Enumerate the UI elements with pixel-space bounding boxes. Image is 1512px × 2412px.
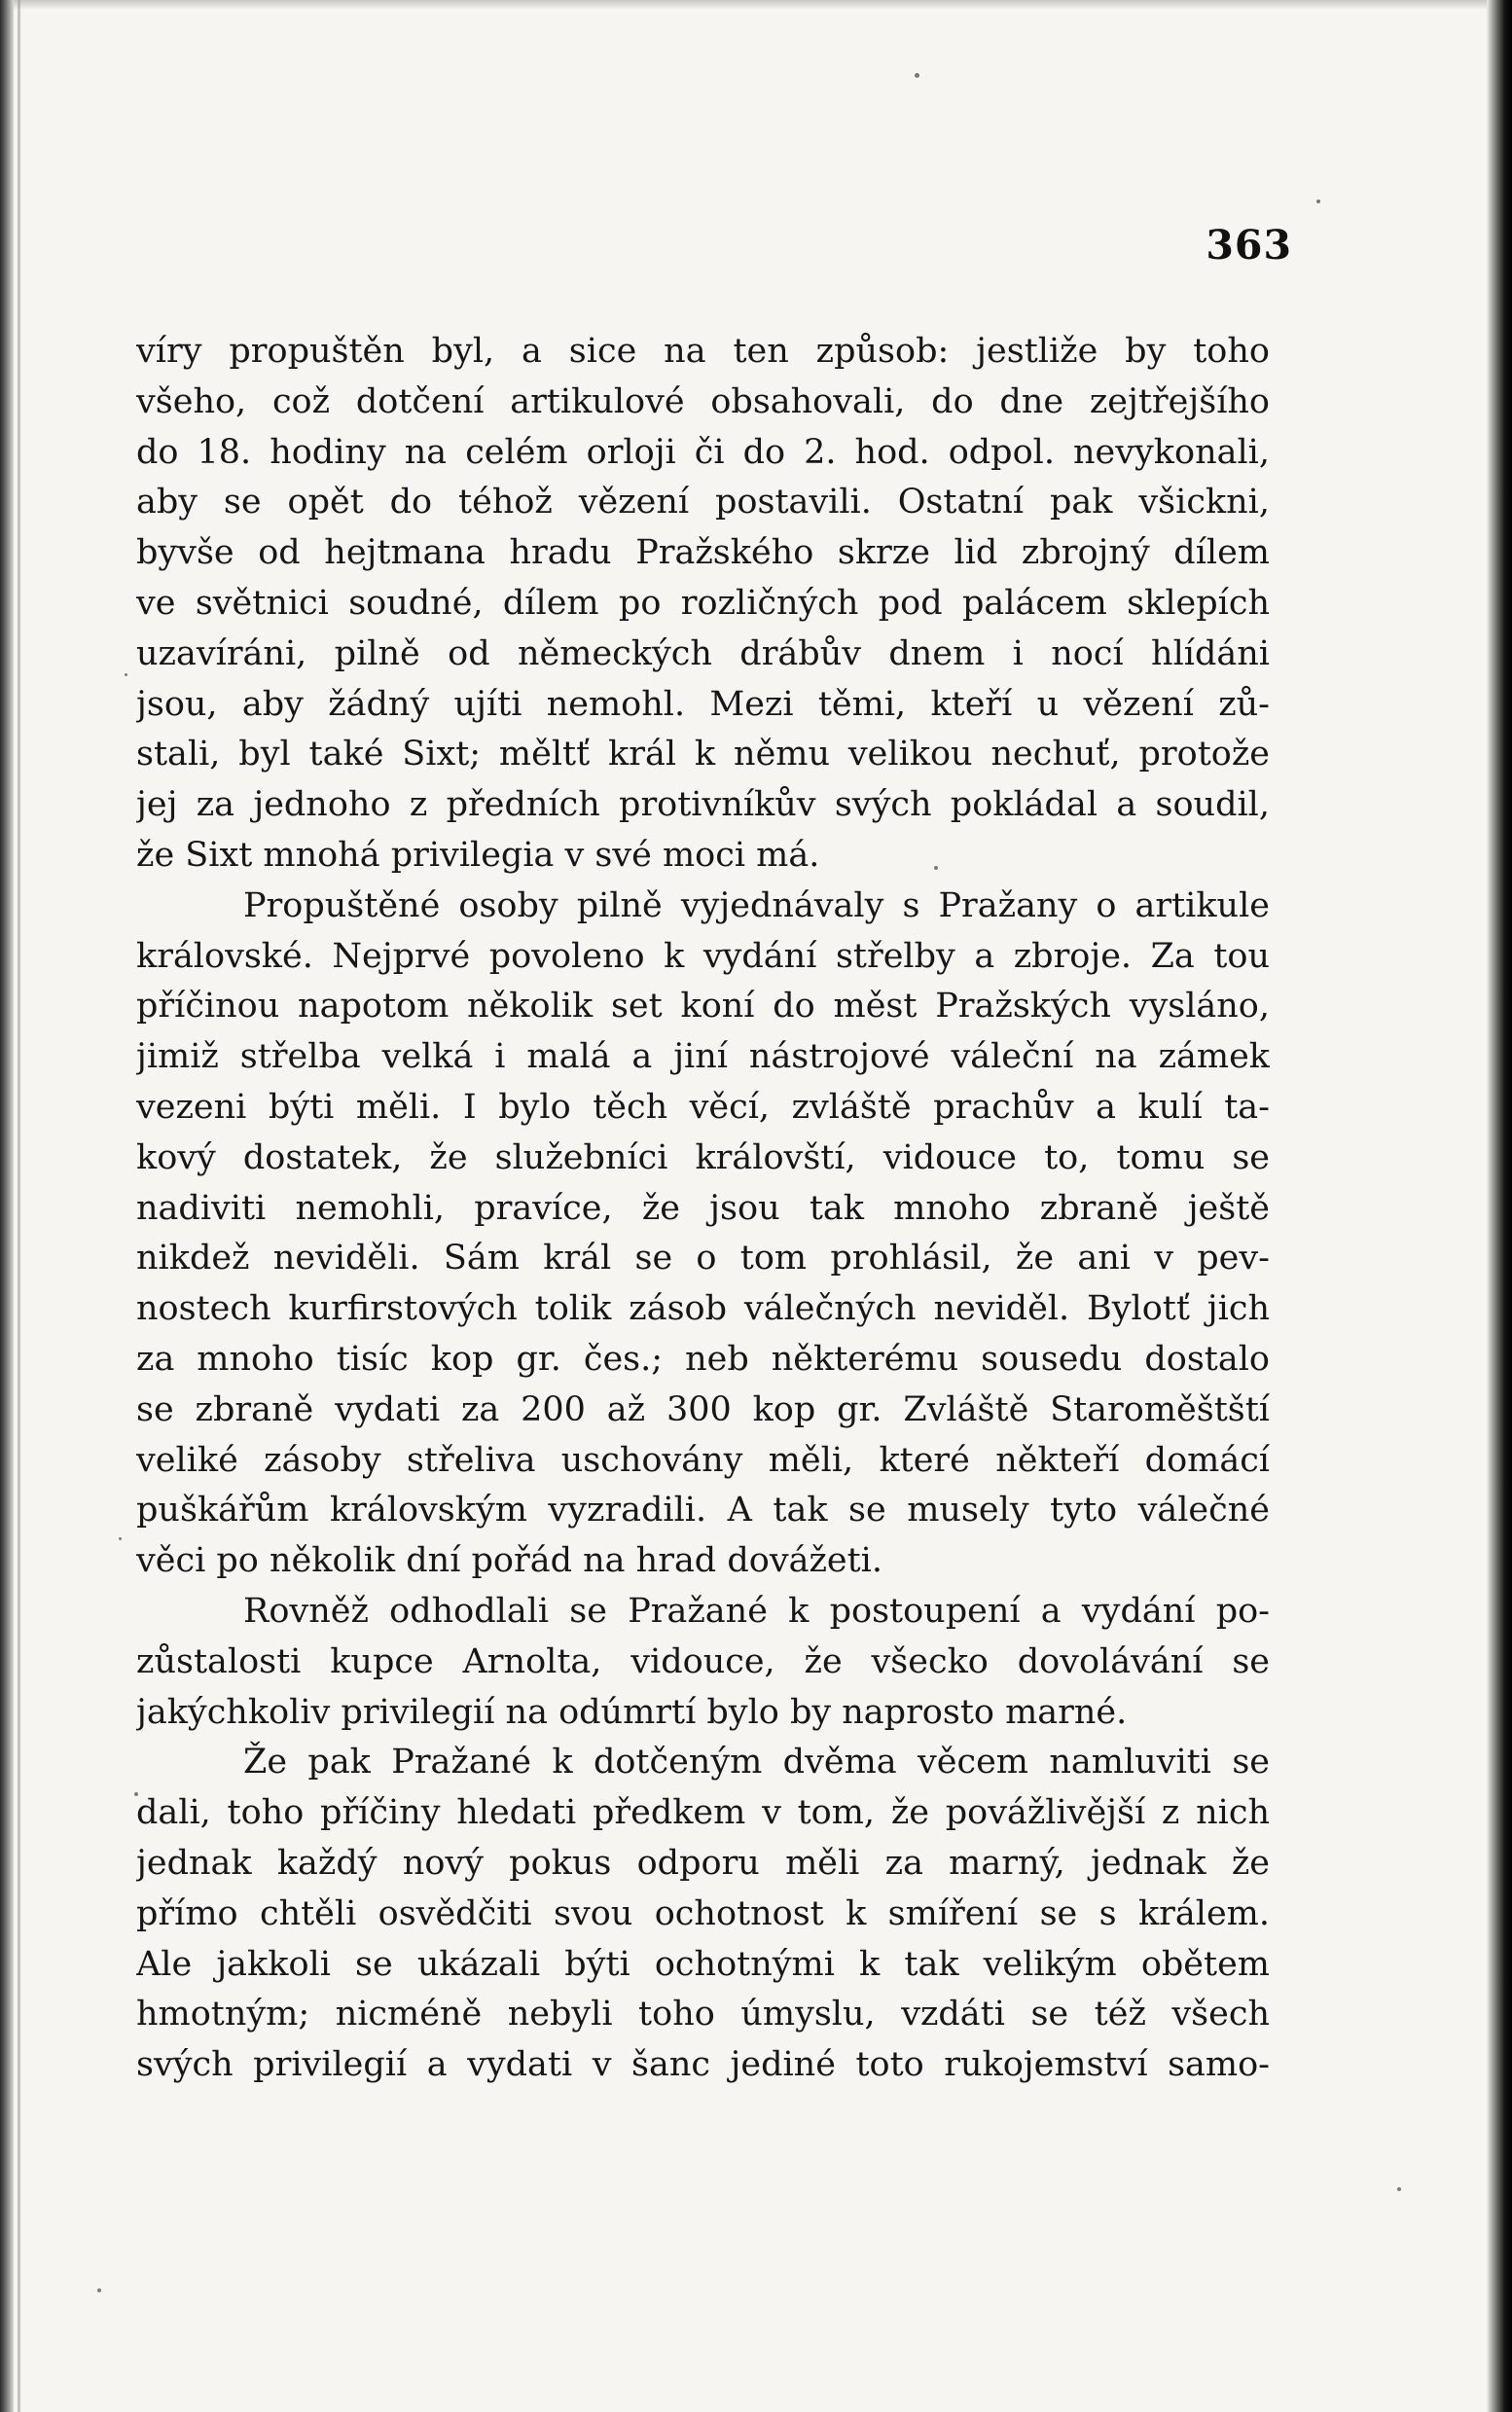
text-line: královské. Nejprvé povoleno k vydání střelby a zbroje. Za tou (136, 936, 1270, 976)
text-line: dali, toho příčiny hledati předkem v tom, že povážlivější z nich (136, 1793, 1270, 1833)
page-number: 363 (1206, 222, 1292, 269)
text-line: nadiviti nemohli, pravíce, že jsou tak mnoho zbraně ještě (136, 1188, 1270, 1228)
text-line: jej za jednoho z předních protivníkův svých pokládal a soudil, (136, 785, 1270, 825)
text-line: aby se opět do téhož vězení postavili. Ostatní pak všickni, (136, 483, 1270, 522)
text-line: kový dostatek, že služebníci královští, vidouce to, tomu se (136, 1137, 1270, 1177)
text-line: uzavíráni, pilně od německých drábův dnem i nocí hlídáni (136, 633, 1270, 673)
text-line: do 18. hodiny na celém orloji či do 2. hod. odpol. nevykonali, (136, 432, 1270, 472)
text-line: všeho, což dotčení artikulové obsahovali, do dne zejtřejšího (136, 381, 1270, 421)
paper-speck (125, 673, 127, 676)
paper-speck (97, 2288, 101, 2292)
text-line: svých privilegií a vydati v šanc jediné toto rukojemství samo- (136, 2045, 1270, 2085)
page-right-edge-shadow (1487, 0, 1512, 2412)
paper-speck (915, 73, 919, 78)
text-line: byvše od hejtmana hradu Pražského skrze lid zbrojný dílem (136, 533, 1270, 573)
text-line: hmotným; nicméně nebyli toho úmyslu, vzdáti se též všech (136, 1995, 1270, 2034)
text-line: nikdež neviděli. Sám král se o tom prohlásil, že ani v pev- (136, 1239, 1270, 1278)
paper-speck (119, 1537, 122, 1540)
paper-speck (1397, 2187, 1401, 2191)
body-text (136, 327, 1270, 2091)
text-line: Ale jakkoli se ukázali býti ochotnými k tak velikým obětem (136, 1944, 1270, 1984)
text-line: se zbraně vydati za 200 až 300 kop gr. Zvláště Staroměštští (136, 1389, 1270, 1429)
text-line: jakýchkoliv privilegií na odúmrtí bylo by naprosto marné. (136, 1692, 1128, 1732)
paper-speck (1316, 199, 1320, 203)
text-line: zůstalosti kupce Arnolta, vidouce, že všecko dovolávání se (136, 1641, 1270, 1681)
text-line: víry propuštěn byl, a sice na ten způsob: jestliže by toho (136, 332, 1270, 371)
text-line: stali, byl také Sixt; měltť král k němu velikou nechuť, protože (136, 735, 1270, 774)
text-line: puškářům královským vyzradili. A tak se musely tyto válečné (136, 1491, 1270, 1530)
text-line: Že pak Pražané k dotčeným dvěma věcem namluviti se (243, 1743, 1270, 1782)
text-line: jsou, aby žádný ujíti nemohl. Mezi těmi, kteří u vězení zů- (136, 684, 1270, 724)
text-line: Propuštěné osoby pilně vyjednávaly s Pražany o artikule (243, 885, 1270, 925)
text-line: jimiž střelba velká i malá a jiní nástrojové váleční na zámek (136, 1037, 1270, 1077)
text-line: věci po několik dní pořád na hrad dovážeti. (136, 1541, 882, 1581)
text-line: ve světnici soudné, dílem po rozličných pod palácem sklepích (136, 583, 1270, 623)
text-line: že Sixt mnohá privilegia v své moci má. (136, 835, 820, 875)
text-line: vezeni býti měli. I bylo těch věcí, zvláště prachův a kulí ta- (136, 1087, 1270, 1127)
text-line: jednak každý nový pokus odporu měli za marný, jednak že (136, 1843, 1270, 1883)
text-line: nostech kurfirstových tolik zásob válečných neviděl. Bylotť jich (136, 1289, 1270, 1329)
page-top-shadow (0, 0, 1512, 10)
text-line: Rovněž odhodlali se Pražané k postoupení a vydání po- (243, 1591, 1270, 1631)
text-line: za mnoho tisíc kop gr. čes.; neb některému sousedu dostalo (136, 1339, 1270, 1379)
page-left-edge-shadow (0, 0, 14, 2412)
page-gutter-line (18, 0, 20, 2412)
text-line: přímo chtěli osvědčiti svou ochotnost k smíření se s králem. (136, 1893, 1270, 1933)
text-line: příčinou napotom několik set koní do měst Pražských vysláno, (136, 987, 1270, 1026)
text-line: veliké zásoby střeliva uschovány měli, které někteří domácí (136, 1440, 1270, 1480)
